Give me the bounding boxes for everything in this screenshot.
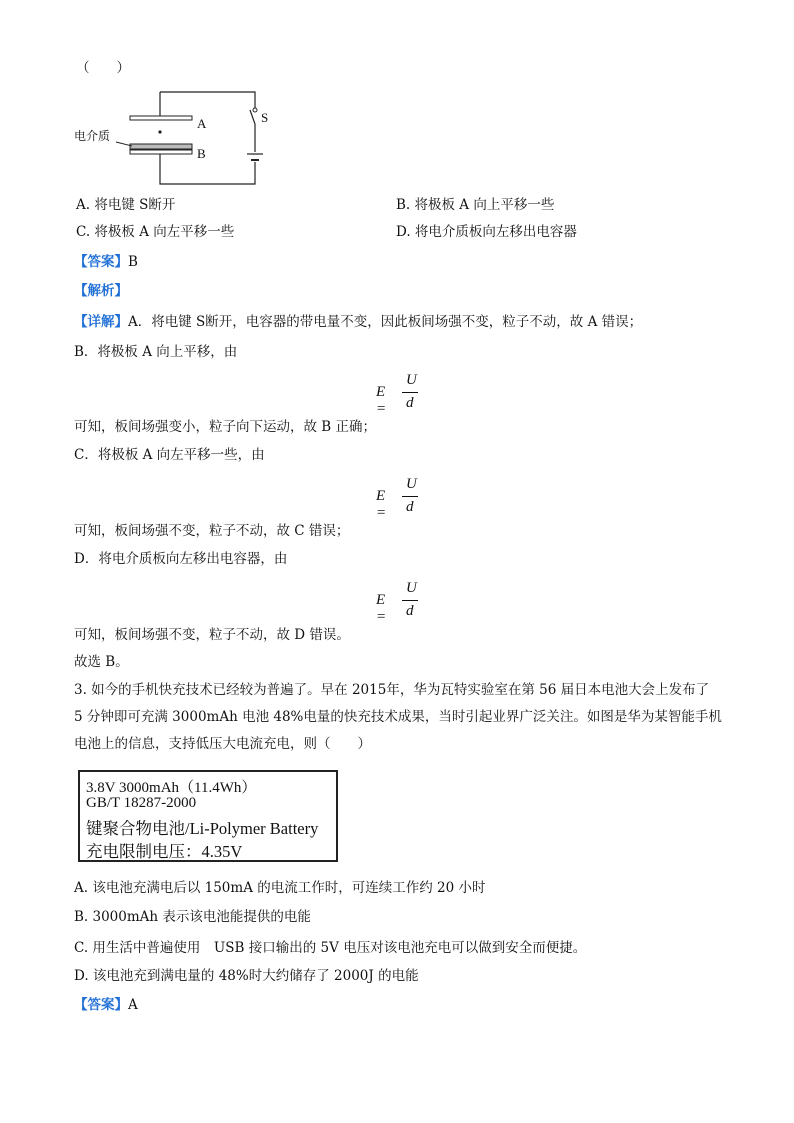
capacitor-circuit-diagram [70, 84, 280, 190]
detail-b-result: 可知，板间场强变小，粒子向下运动，故 B 正确； [74, 419, 377, 435]
q3-stem-line-3: 电池上的信息，支持低压大电流充电，则（ ） [74, 736, 371, 752]
battery-line-4: 充电限制电压：4.35V [86, 842, 243, 861]
q2-answer-line [74, 256, 138, 270]
fraction-bar [402, 600, 418, 601]
q2-answer-value: B [128, 254, 138, 270]
formula-numerator: U [406, 580, 417, 596]
battery-label-box [78, 770, 338, 862]
label-B: B [197, 146, 206, 161]
answer-blank: （ ） [76, 60, 130, 76]
charged-particle [158, 130, 161, 133]
plate-B [130, 150, 192, 154]
formula-denominator: d [406, 603, 414, 619]
formula-denominator: d [406, 499, 414, 515]
q2-option-a: A. 将电键 S断开 [76, 197, 176, 213]
formula-lhs: E = [376, 592, 387, 625]
q3-option-d: D. 该电池充到满电量的 48%时大约储存了 2000J 的电能 [74, 968, 419, 984]
wire-bottom [160, 154, 255, 184]
detail-d: D．将电介质板向左移出电容器，由 [74, 551, 288, 567]
detail-c: C．将极板 A 向左平移一些，由 [74, 447, 265, 463]
label-S: S [261, 110, 269, 125]
answer-label: 【答案】 [74, 997, 128, 1013]
q3-stem-line-1: 3. 如今的手机快充技术已经较为普遍了。早在 2015年，华为瓦特实验室在第 56 届日本电池大会上发布了 [74, 682, 710, 698]
q3-option-c: C. 用生活中普遍使用 USB 接口输出的 5V 电压对该电池充电可以做到安全而便捷。 [74, 940, 587, 956]
q3-option-b: B. 3000mAh 表示该电池能提供的电能 [74, 909, 311, 925]
formula-numerator: U [406, 476, 417, 492]
wire-top [160, 92, 255, 108]
fraction-bar [402, 496, 418, 497]
detail-b: B．将极板 A 向上平移，由 [74, 344, 238, 360]
q3-option-a: A. 该电池充满电后以 150mA 的电流工作时，可连续工作约 20 小时 [74, 880, 486, 896]
detail-a-line [74, 316, 642, 330]
dielectric-slab [130, 144, 192, 149]
detail-c-result: 可知，板间场强不变，粒子不动，故 C 错误； [74, 523, 350, 539]
label-dielectric: 电介质 [74, 129, 111, 143]
q2-option-d: D. 将电介质板向左移出电容器 [396, 224, 577, 240]
battery-line-2: GB/T 18287-2000 [86, 795, 197, 811]
q3-answer-line [74, 999, 138, 1013]
answer-label: 【答案】 [74, 254, 128, 270]
formula-numerator: U [406, 372, 417, 388]
fraction-bar [402, 392, 418, 393]
conclusion: 故选 B。 [74, 654, 129, 670]
q2-option-b: B. 将极板 A 向上平移一些 [396, 197, 555, 213]
q3-stem-line-2: 5 分钟即可充满 3000mAh 电池 48%电量的快充技术成果，当时引起业界广泛关注。如图是华为某智能手机 [74, 709, 722, 725]
battery-line-3: 键聚合物电池/Li-Polymer Battery [86, 819, 319, 838]
switch-contact [253, 108, 257, 112]
formula-denominator: d [406, 395, 414, 411]
q3-answer-value: A [128, 997, 138, 1013]
plate-A [130, 116, 192, 120]
label-A: A [197, 116, 207, 131]
battery-line-1: 3.8V 3000mAh（11.4Wh） [86, 780, 257, 796]
detail-d-result: 可知，板间场强不变，粒子不动，故 D 错误。 [74, 627, 350, 643]
detail-a: A．将电键 S断开，电容器的带电量不变，因此板间场强不变，粒子不动，故 A 错误； [128, 314, 643, 330]
analysis-label: 【解析】 [74, 283, 128, 299]
formula-lhs: E = [376, 488, 387, 521]
q2-option-c: C. 将极板 A 向左平移一些 [76, 224, 235, 240]
formula-lhs: E = [376, 384, 387, 417]
detail-label: 【详解】 [74, 314, 128, 330]
